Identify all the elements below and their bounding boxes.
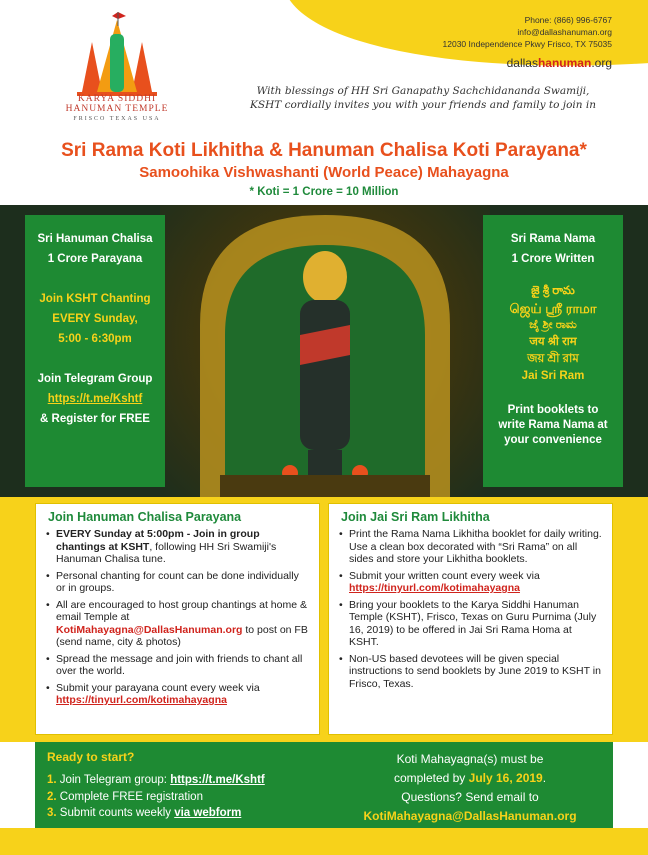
tinyurl-link[interactable]: https://tinyurl.com/kotimahayagna xyxy=(349,582,520,594)
step-item: 2. Complete FREE registration xyxy=(47,790,203,803)
list-item: • Submit your parayana count every week via https://tinyurl.com/kotimahayagna xyxy=(56,682,309,707)
telegram-link[interactable]: https://t.me/Kshtf xyxy=(47,393,143,405)
telegram-link[interactable]: https://t.me/Kshtf xyxy=(170,774,265,786)
hero-left-panel: Sri Hanuman Chalisa 1 Crore Parayana Join KSHT Chanting EVERY Sunday, 5:00 - 6:30pm Join Telegram Group https://t.me/Kshtf & Register for FREE xyxy=(25,215,165,487)
website-link[interactable]: dallashanuman.org xyxy=(506,56,612,70)
likhitha-box xyxy=(328,503,613,735)
blessing-text: With blessings of HH Sri Ganapathy Sachchidananda Swamiji, KSHT cordially invites you with your friends and family to join in xyxy=(250,85,596,111)
list-item: • Personal chanting for count can be done individually or in groups. xyxy=(56,570,309,595)
hanuman-deity-icon xyxy=(160,205,490,497)
hanuman-image xyxy=(160,205,490,497)
likhitha-box-title: Join Jai Sri Ram Likhitha xyxy=(341,510,490,524)
list-item: • Print the Rama Nama Likhitha booklet for daily writing. Use a clean box decorated with “Sri Rama” on all sides and store your Likhitha booklets. xyxy=(349,528,602,566)
chalisa-box xyxy=(35,503,320,735)
koti-note: * Koti = 1 Crore = 10 Million xyxy=(249,186,399,198)
contact-email[interactable]: info@dallashanuman.org xyxy=(517,27,612,37)
contact-phone: Phone: (866) 996-6767 xyxy=(524,15,612,25)
steps-list xyxy=(47,772,265,822)
footer-strip xyxy=(0,828,648,855)
koti-email-link[interactable]: KotiMahayagna@DallasHanuman.org xyxy=(56,623,243,636)
tinyurl-link[interactable]: https://tinyurl.com/kotimahayagna xyxy=(56,694,227,706)
middle-section xyxy=(0,497,648,742)
header xyxy=(0,0,648,205)
webform-link[interactable]: via webform xyxy=(174,807,242,819)
subtitle: Samoohika Vishwashanti (World Peace) Mahayagna xyxy=(139,164,509,181)
contact-address: 12030 Independence Pkwy Frisco, TX 75035 xyxy=(442,39,612,49)
step-item: 3. Submit counts weekly via webform xyxy=(47,807,242,819)
list-item: • EVERY Sunday at 5:00pm - Join in group chantings at KSHT, following HH Sri Swamiji's Hanuman Chalisa tune. xyxy=(56,528,309,566)
list-item: • Spread the message and join with friends to chant all over the world. xyxy=(56,653,309,678)
list-item: • Bring your booklets to the Karya Siddhi Hanuman Temple (KSHT), Frisco, Texas on Guru Purnima (July 16, 2019) to be offered in Jai Sri Rama Homa at KSHT. xyxy=(349,599,602,649)
hero-band xyxy=(0,205,648,497)
hero-right-panel: Sri Rama Nama 1 Crore Written జై శ్రీ రామ ஜெய் ஸ்ரீ ராமா ಜೈ ಶ್ರೀ ರಾಮ जय श्री राम জয় শ্রী রাম Jai Sri Ram Print booklets to write Rama Nama at your convenience xyxy=(483,215,623,487)
contact-email-link[interactable]: KotiMahayagna@DallasHanuman.org xyxy=(363,809,577,823)
list-item: • Non-US based devotees will be given special instructions to send booklets by June 2019 to KSHT in Frisco, Texas. xyxy=(349,653,602,691)
contact-block xyxy=(443,14,612,50)
logo-text: KARYA SIDDHI HANUMAN TEMPLE FRISCO TEXAS USA xyxy=(65,94,169,122)
ready-section xyxy=(35,742,613,828)
main-title: Sri Rama Koti Likhitha & Hanuman Chalisa Koti Parayana* xyxy=(61,140,587,161)
chalisa-box-title: Join Hanuman Chalisa Parayana xyxy=(48,510,242,524)
step-item: 1. Join Telegram group: https://t.me/Kshtf xyxy=(47,774,265,786)
list-item: • Submit your written count every week via https://tinyurl.com/kotimahayagna xyxy=(349,570,602,595)
list-item: • All are encouraged to host group chantings at home & email Temple at KotiMahayagna@DallasHanuman.org to post on FB (send name, city & photos) xyxy=(56,599,309,649)
ready-heading: Ready to start? xyxy=(47,750,135,764)
deadline-block: Koti Mahayagna(s) must be completed by July 16, 2019. Questions? Send email to KotiMahayagna@DallasHanuman.org xyxy=(340,750,600,826)
